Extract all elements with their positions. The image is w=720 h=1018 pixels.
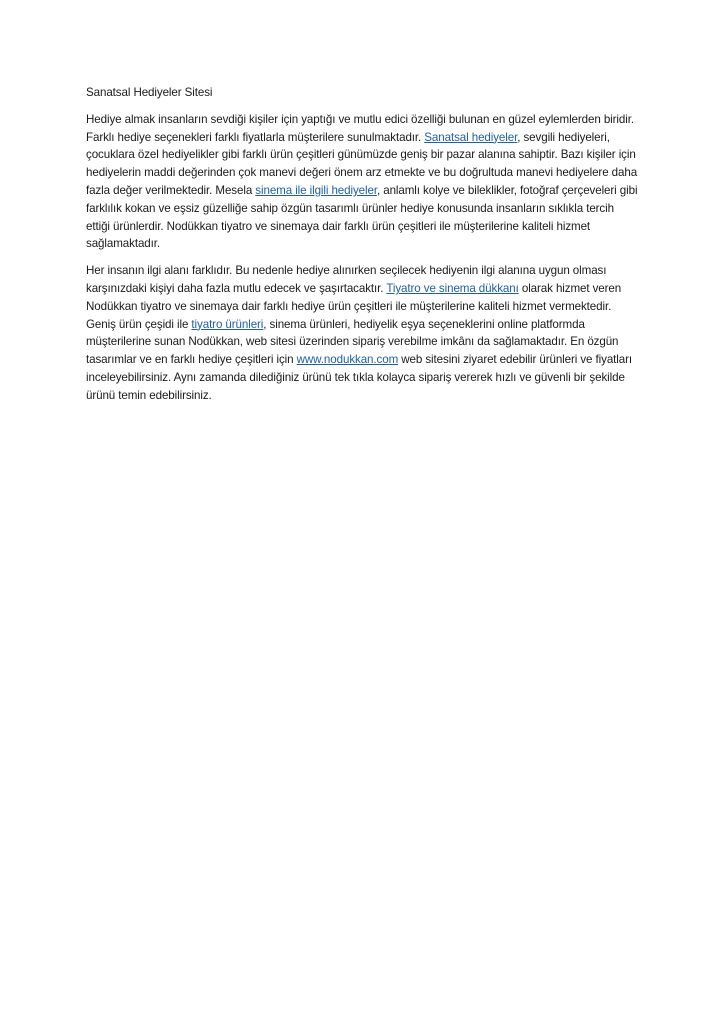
link-sinema-ile-ilgili-hediyeler[interactable]: sinema ile ilgili hediyeler <box>255 183 377 197</box>
paragraph-1-text-2: , sevgili hediyeleri, çocuklara özel hediyelikler gibi farklı ürün çeşitleri günümüzde geniş bir pazar alanına sahiptir. Bazı kişiler için hediyelerin maddi değerinden çok manevi değeri önem arz etmekte ve bu doğrultuda manevi hediyelere daha fazla değer verilmektedir. Mesela <box>86 130 638 197</box>
document-title: Sanatsal Hediyeler Sitesi <box>86 86 213 99</box>
paragraph-1-text-3: , anlamlı kolye ve bileklikler, fotoğraf çerçeveleri gibi farklılık kokan ve eşsiz güzelliğe sahip özgün tasarımlı ürünler hediye konusunda insanların sıklıkla tercih ettiği ürünlerdir. Nodükkan tiyatro ve sinemaya dair farklı ürün çeşitleri ile müşterilerine kaliteli hizmet sağlamaktadır. <box>86 183 638 251</box>
link-sanatsal-hediyeler[interactable]: Sanatsal hediyeler <box>424 130 518 144</box>
paragraph-2-text-3: , sinema ürünleri, hediyelik eşya seçeneklerini online platformda müşterilerine sunan Nodükkan, web sitesi üzerinden sipariş verebilme imkânı da sağlamaktadır. En özgün tasarımlar ve en farklı hediye çeşitleri için <box>86 317 619 367</box>
link-nodukkan-website[interactable]: www.nodukkan.com <box>296 353 399 367</box>
link-tiyatro-urunleri[interactable]: tiyatro ürünleri <box>191 317 264 331</box>
paragraph-2-text-1: Her insanın ilgi alanı farklıdır. Bu nedenle hediye alınırken seçilecek hediyenin ilgi alanına uygun olması karşınızdaki kişiyi daha fazla mutlu edecek ve şaşırtacaktır. <box>86 264 607 295</box>
link-tiyatro-ve-sinema-dukkani[interactable]: Tiyatro ve sinema dükkanı <box>386 281 519 295</box>
paragraph-2-text-2: olarak hizmet veren Nodükkan tiyatro ve sinemaya dair farklı hediye ürün çeşitleri ile müşterilerine kaliteli hizmet vermektedir. Geniş ürün çeşidi ile <box>86 281 622 331</box>
document-body <box>86 84 638 414</box>
paragraph-1-text-1: Hediye almak insanların sevdiği kişiler için yaptığı ve mutlu edici özelliği bulunan en güzel eylemlerden biridir. Farklı hediye seçenekleri farklı fiyatlarla müşterilere sunulmaktadır. <box>86 112 634 144</box>
paragraph-2 <box>86 262 638 404</box>
paragraph-1 <box>86 111 638 253</box>
paragraph-2-text-4: web sitesini ziyaret edebilir ürünleri ve fiyatları inceleyebilirsiniz. Aynı zamanda dilediğiniz ürünü tek tıkla kolayca sipariş vererek hızlı ve güvenli bir şekilde ürünü temin edebilirsiniz. <box>86 353 632 402</box>
